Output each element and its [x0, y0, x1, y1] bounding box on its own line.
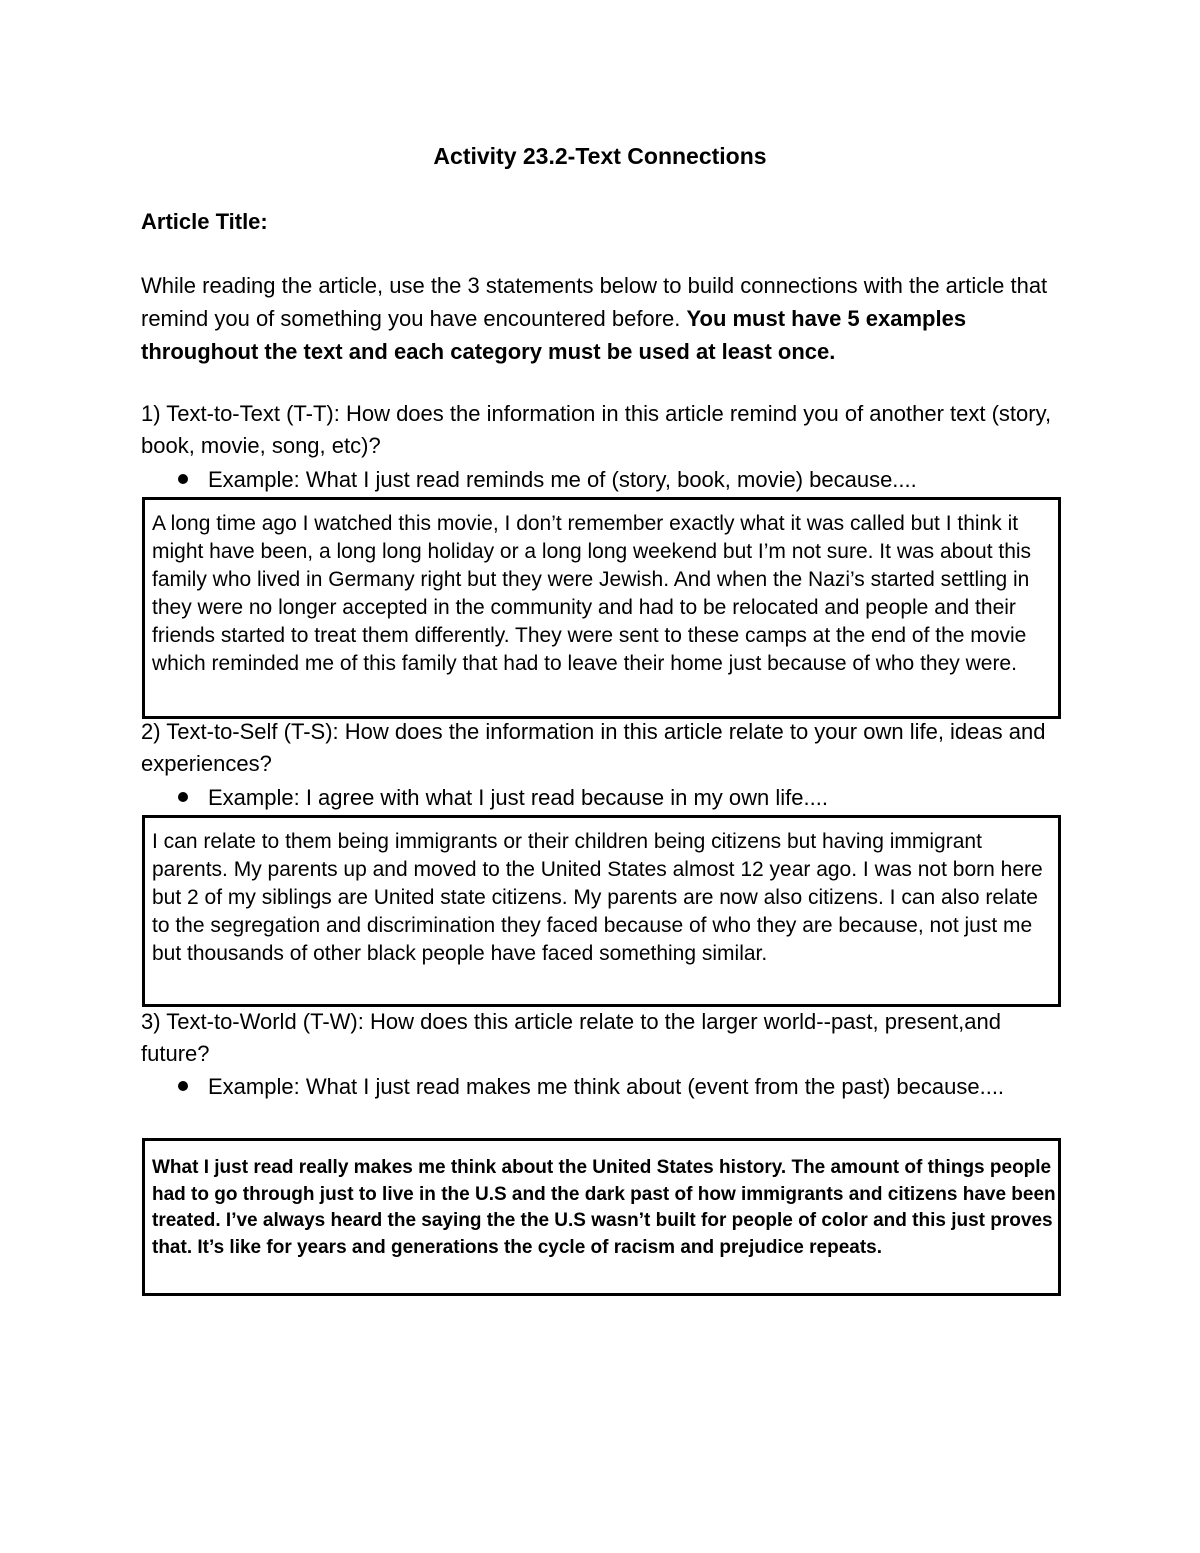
instructions-requirement: You must have 5 examples throughout the text and each category must be used at least once.: [141, 306, 967, 364]
instructions-text: While reading the article, use the 3 statements below to build connections with the article that remind you of something you have encountered before.: [141, 273, 1048, 331]
answer-box-text-to-self[interactable]: I can relate to them being immigrants or their children being citizens but having immigrant parents. My parents up and moved to the United States almost 12 year ago. I was not born here but 2 of my siblings are United state citizens. My parents are now also citizens. I can also relate to the segregation and discrimination they faced because of who they are because, not just me but thousands of other black people have faced something similar.: [142, 815, 1061, 1007]
section-text-to-world-question: 3) Text-to-World (T-W): How does this article relate to the larger world--past, present,and future?: [141, 1009, 1001, 1066]
bullet-icon: [178, 474, 188, 484]
answer-box-text-to-text[interactable]: A long time ago I watched this movie, I don’t remember exactly what it was called but I think it might have been, a long long holiday or a long long weekend but I’m not sure. It was about this family who lived in Germany right but they were Jewish. And when the Nazi’s started settling in they were no longer accepted in the community and had to be relocated and people and their friends started to treat them differently. They were sent to these camps at the end of the movie which reminded me of this family that had to leave their home just because of who they were.: [142, 497, 1061, 719]
section-text-to-world-example: [178, 1070, 1071, 1104]
section-text-to-self-question: 2) Text-to-Self (T-S): How does the information in this article relate to your own life, ideas and experiences?: [141, 719, 1046, 776]
article-title-label: Article Title:: [141, 209, 268, 234]
answer-box-text-to-world[interactable]: What I just read really makes me think about the United States history. The amount of things people had to go through just to live in the U.S and the dark past of how immigrants and citizens have been treated. I’ve always heard the saying the the U.S wasn’t built for people of color and this just proves that. It’s like for years and generations the cycle of racism and prejudice repeats.: [142, 1138, 1061, 1296]
example-text: Example: What I just read reminds me of (story, book, movie) because....: [208, 467, 917, 492]
bullet-icon: [178, 792, 188, 802]
example-text: Example: I agree with what I just read because in my own life....: [208, 785, 828, 810]
section-text-to-text-question: 1) Text-to-Text (T-T): How does the information in this article remind you of another text (story, book, movie, song, etc)?: [141, 401, 1052, 458]
section-text-to-self-example: [178, 781, 828, 815]
example-text: Example: What I just read makes me think about (event from the past) because....: [208, 1074, 1005, 1099]
section-text-to-text-example: [178, 463, 917, 497]
page-title: Activity 23.2-Text Connections: [433, 143, 767, 169]
bullet-icon: [178, 1081, 188, 1091]
instructions-paragraph: [141, 269, 1071, 368]
